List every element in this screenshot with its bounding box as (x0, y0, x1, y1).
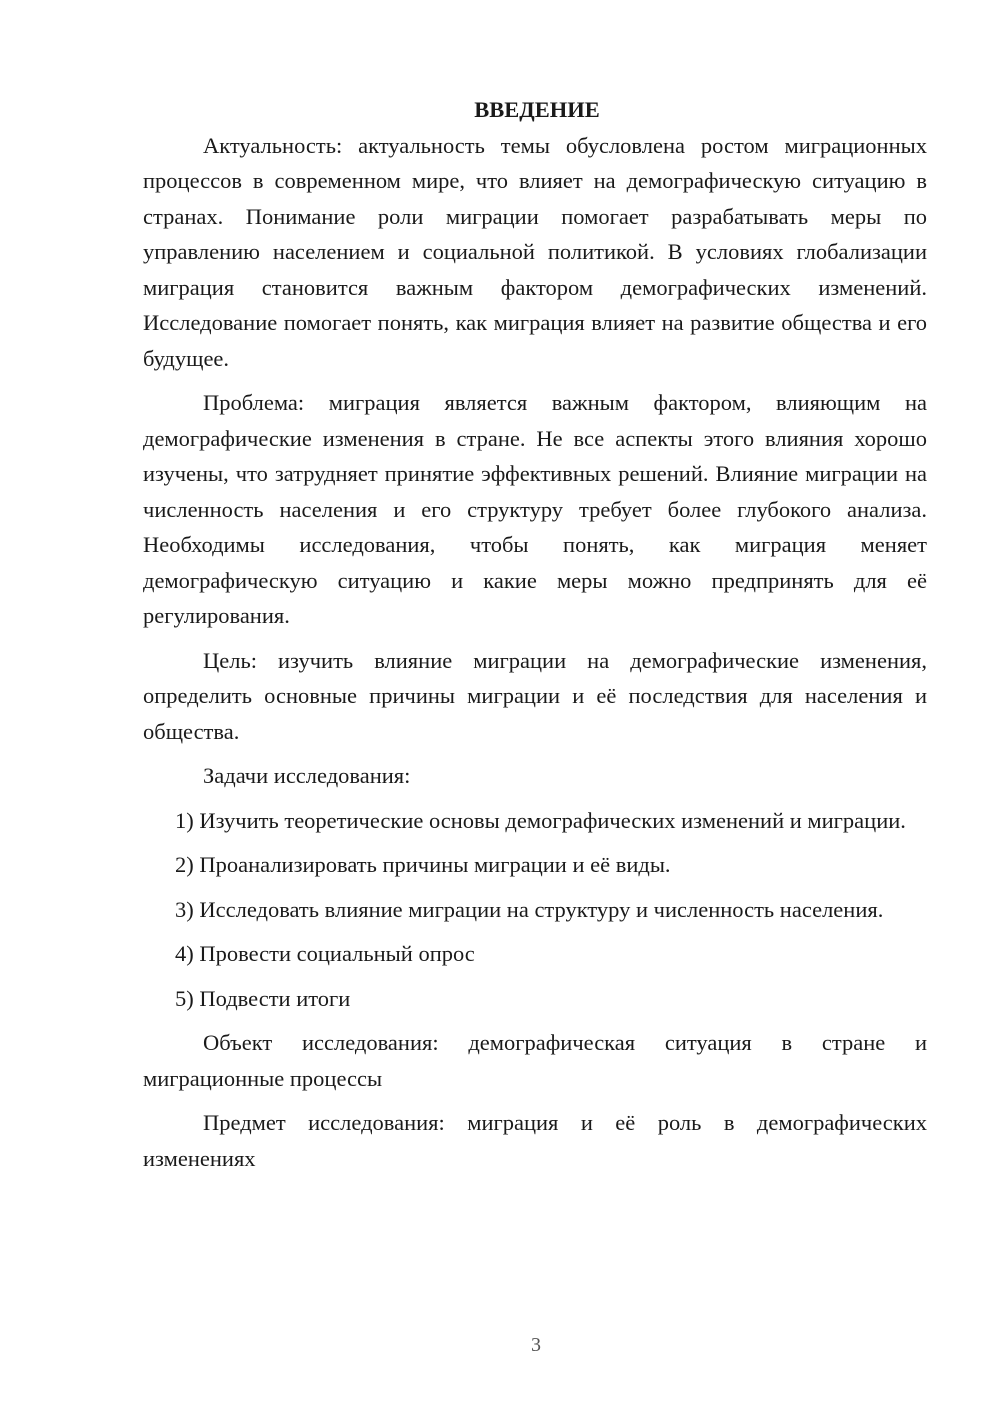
page-content (143, 92, 927, 1176)
paragraph-relevance: Актуальность: актуальность темы обусловлена ростом миграционных процессов в современном мире, что влияет на демографическую ситуацию в странах. Понимание роли миграции помогает разрабатывать меры по управлению населением и социальной политикой. В условиях глобализации миграция становится важным фактором демографических изменений. Исследование помогает понять, как миграция влияет на развитие общества и его будущее. (143, 132, 927, 371)
paragraph-problem: Проблема: миграция является важным фактором, влияющим на демографические изменения в стране. Не все аспекты этого влияния хорошо изучены, что затрудняет принятие эффективных решений. Влияние миграции на численность населения и его структуру требует более глубокого анализа. Необходимы исследования, чтобы понять, как миграция меняет демографическую ситуацию и какие меры можно предпринять для её регулирования. (143, 390, 927, 628)
paragraph-subject: Предмет исследования: миграция и её роль в демографических изменениях (143, 1110, 927, 1171)
paragraph-goal: Цель: изучить влияние миграции на демографические изменения, определить основные причины миграции и её последствия для населения и общества. (143, 647, 927, 744)
task-item-4: 4) Провести социальный опрос (175, 941, 475, 966)
task-item-5: 5) Подвести итоги (175, 985, 351, 1011)
task-item-1: 1) Изучить теоретические основы демографических изменений и миграции. (175, 807, 906, 833)
task-item-2: 2) Проанализировать причины миграции и её виды. (175, 852, 671, 877)
paragraph-tasks-intro: Задачи исследования: (203, 763, 411, 788)
task-item-3: 3) Исследовать влияние миграции на структуру и численность населения. (175, 896, 884, 922)
section-heading: ВВЕДЕНИЕ (474, 97, 600, 122)
page-number: 3 (531, 1334, 541, 1356)
paragraph-object: Объект исследования: демографическая ситуация в стране и миграционные процессы (143, 1030, 927, 1091)
